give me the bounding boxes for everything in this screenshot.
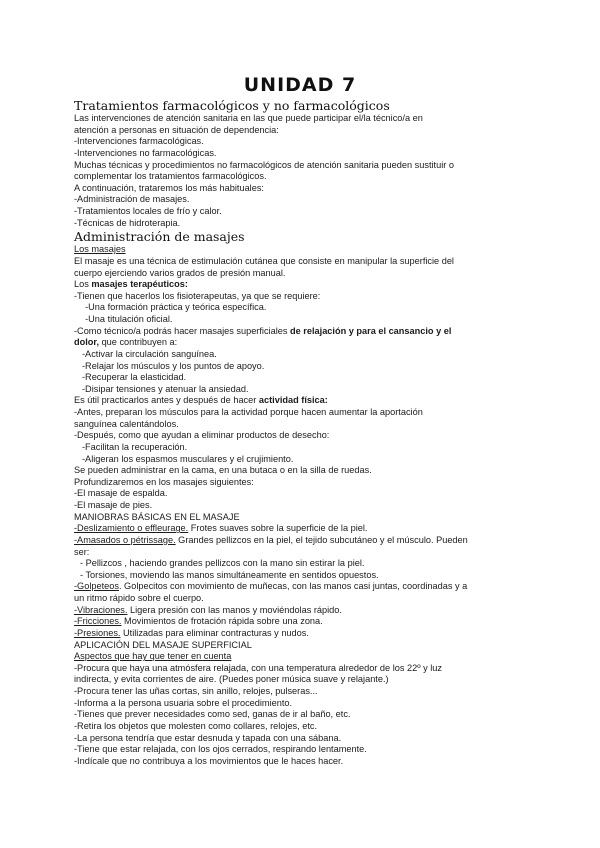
term: -Deslizamiento o effleurage. [74, 523, 189, 534]
text-span: Es útil practicarlos antes y después de hacer [74, 395, 259, 406]
list-item: -Tratamientos locales de frío y calor. [74, 206, 222, 216]
unit-title: UNIDAD 7 [243, 74, 357, 96]
list-item: -Técnicas de hidroterapia. [74, 217, 181, 228]
list-item: -Tiene que estar relajada, con los ojos cerrados, respirando lentamente. [74, 744, 367, 755]
list-item [74, 616, 534, 628]
text-line: un ritmo rápido sobre el cuerpo. [74, 593, 204, 603]
list-item [74, 523, 534, 535]
list-item [74, 628, 534, 640]
text-span: Ligera presión con las manos y moviéndolas rápido. [127, 604, 342, 615]
aplicacion-title: APLICACIÓN DEL MASAJE SUPERFICIAL [74, 639, 252, 650]
text-span: Utilizadas para eliminar contracturas y nudos. [120, 627, 309, 638]
list-item [74, 535, 534, 547]
list-item: - Torsiones, moviendo las manos simultáneamente en sentidos opuestos. [80, 569, 379, 580]
list-item: -Tienes que prever necesidades como sed, ganas de ir al baño, etc. [74, 709, 351, 720]
text-span: Grandes pellizcos en la piel, el tejido subcutáneo y el músculo. Pueden [175, 534, 468, 545]
text-line: ser: [74, 546, 90, 557]
list-item: -Informa a la persona usuaria sobre el procedimiento. [74, 697, 293, 708]
text-line: cuerpo ejerciendo varios grados de presión manual. [74, 267, 286, 278]
text-line: Profundizaremos en los masajes siguientes: [74, 476, 254, 487]
subheading-aspectos: Aspectos que hay que tener en cuenta [74, 651, 232, 662]
text-span: -Como técnico/a podrás hacer masajes superficiales [74, 325, 291, 336]
text-line: El masaje es una técnica de estimulación cutánea que consiste en manipular la superficie del [74, 255, 454, 266]
text-span: Frotes suaves sobre la superficie de la piel. [188, 523, 368, 534]
text-line: sanguínea calentándolos. [74, 418, 179, 429]
list-item [74, 605, 534, 617]
list-item: - Pellizcos , haciendo grandes pellizcos con la mano sin estirar la piel. [80, 558, 365, 569]
term: -Vibraciones. [74, 604, 128, 615]
list-item: -Una formación práctica y teórica específica. [80, 302, 267, 313]
text-line: A continuación, trataremos los más habituales: [74, 182, 264, 193]
text-line: atención a personas en situación de dependencia: [74, 124, 279, 135]
list-item: -Relajar los músculos y los puntos de apoyo. [82, 360, 265, 371]
text-line [74, 326, 534, 338]
list-item: -Procura tener las uñas cortas, sin anillo, relojes, pulseras... [74, 686, 318, 696]
subheading-los-masajes: Los masajes [74, 244, 126, 255]
list-item: -Una titulación oficial. [80, 314, 173, 324]
bold-text: dolor, [74, 337, 100, 348]
list-item: -Recuperar la elasticidad. [82, 372, 187, 383]
list-item: -Administración de masajes. [74, 194, 190, 205]
text-line: complementar los tratamientos farmacológicos. [74, 171, 267, 182]
text-span: Movimientos de frotación rápida sobre una zona. [121, 616, 323, 627]
list-item: -Intervenciones no farmacológicas. [74, 147, 217, 158]
text-line: Las intervenciones de atención sanitaria en las que puede participar el/la técnico/a en [74, 113, 423, 123]
bold-text: masajes terapéuticos: [91, 279, 188, 290]
section-heading-tratamientos: Tratamientos farmacológicos y no farmacológicos [74, 98, 390, 113]
list-item: -Procura que haya una atmósfera relajada, con una temperatura alrededor de los 22º y luz [74, 662, 443, 673]
bold-text: actividad física: [258, 395, 328, 406]
term: -Amasados o pétrissage. [74, 534, 176, 545]
list-item: -Activar la circulación sanguínea. [82, 348, 217, 359]
list-item: -Facilitan la recuperación. [82, 441, 188, 452]
list-item: -Disipar tensiones y atenuar la ansiedad. [82, 383, 249, 394]
list-item: -Tienen que hacerlos los fisioterapeutas, ya que se requiere: [74, 290, 321, 301]
text-line: indirecta, y evita corrientes de aire. (Puedes poner música suave y relajante.) [74, 674, 389, 685]
list-item [74, 581, 534, 593]
list-item: -Después, como que ayudan a eliminar productos de desecho: [74, 430, 330, 441]
text-line [74, 395, 534, 407]
text-line: Muchas técnicas y procedimientos no farmacológicos de atención sanitaria pueden sustituir o [74, 159, 454, 170]
maniobras-title: MANIOBRAS BÁSICAS EN EL MASAJE [74, 511, 240, 522]
text-span: que contribuyen a: [99, 337, 178, 348]
text-line: Se pueden administrar en la cama, en una butaca o en la silla de ruedas. [74, 465, 372, 476]
list-item: -El masaje de espalda. [74, 488, 168, 499]
section-heading-masajes: Administración de masajes [74, 229, 245, 245]
list-item: -Antes, preparan los músculos para la actividad porque hacen aumentar la aportación [74, 407, 423, 417]
term: -Presiones. [74, 627, 121, 638]
term: -Fricciones. [74, 616, 122, 627]
term: -Golpeteos [74, 581, 119, 592]
list-item: -Indícale que no contribuya a los movimientos que le haces hacer. [74, 755, 344, 766]
text-line [74, 337, 534, 349]
list-item: -Aligeran los espasmos musculares y el crujimiento. [82, 453, 294, 464]
text-line [74, 279, 534, 291]
document-body [74, 98, 534, 767]
list-item: -Intervenciones farmacológicas. [74, 136, 204, 147]
text-span: . Golpecitos con movimiento de muñecas, con las manos casi juntas, coordinadas y a [118, 581, 468, 592]
list-item: -La persona tendría que estar desnuda y tapada con una sábana. [74, 732, 342, 743]
list-item: -El masaje de pies. [74, 500, 153, 510]
bold-text: de relajación y para el cansancio y el [290, 325, 452, 336]
list-item: -Retira los objetos que molesten como collares, relojes, etc. [74, 720, 318, 731]
text-span: Los [74, 279, 92, 290]
